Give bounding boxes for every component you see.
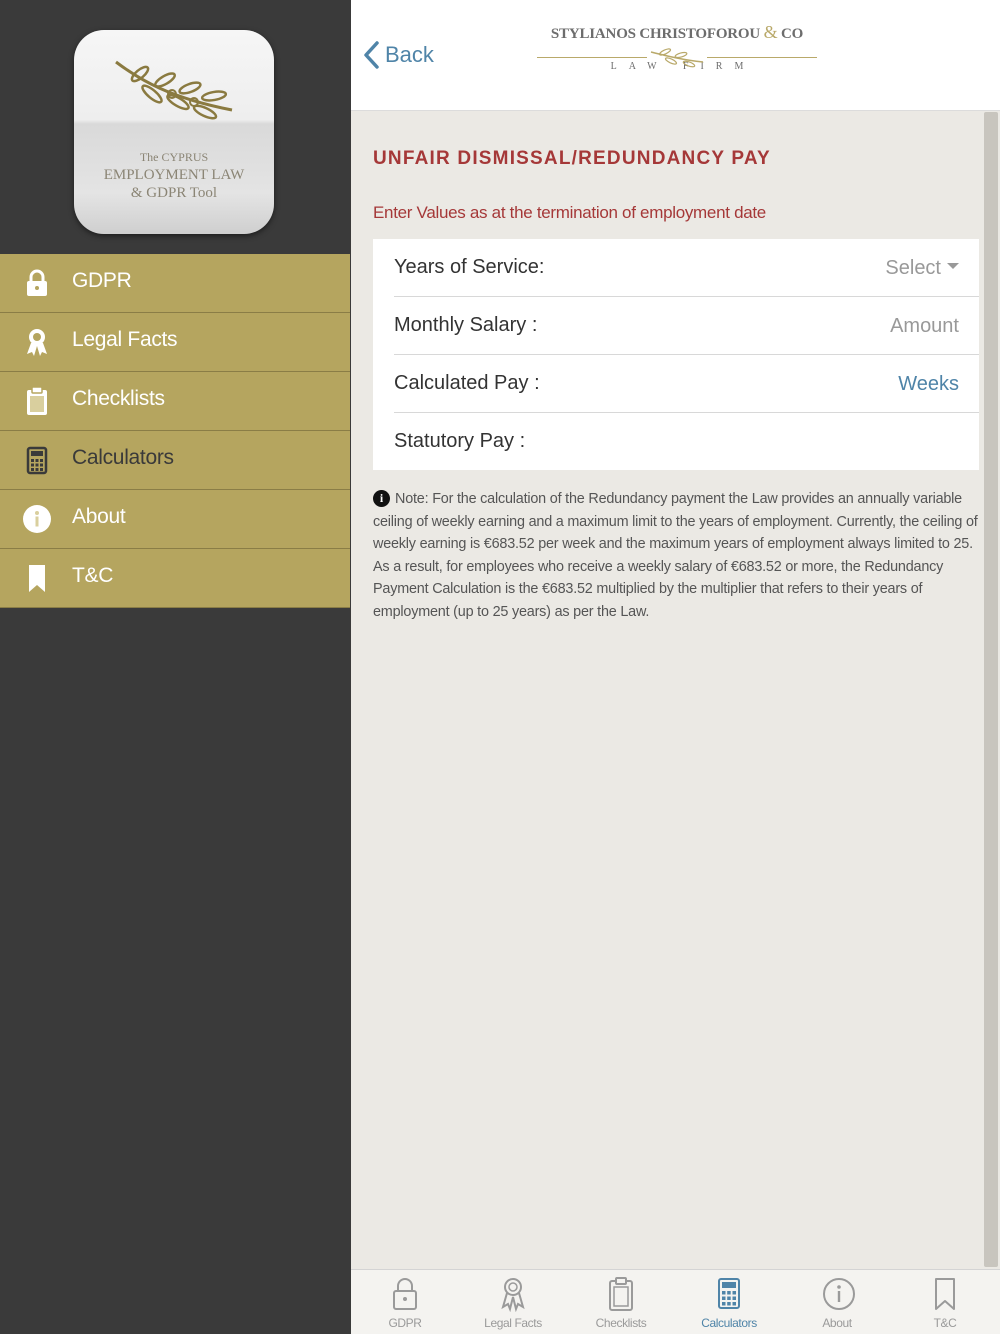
sidebar-item-label: Legal Facts (72, 328, 178, 351)
tab-label: Calculators (701, 1316, 757, 1330)
top-bar (351, 0, 1000, 111)
sidebar-item-tc[interactable] (0, 549, 350, 608)
sidebar-item-label: Checklists (72, 387, 165, 410)
clipboard-icon (606, 1276, 636, 1312)
app-logo (74, 30, 274, 234)
statutory-pay-label: Statutory Pay : (394, 430, 526, 452)
firm-logo (537, 22, 817, 72)
firm-subtitle: LAW FIRM (610, 61, 756, 72)
firm-name (537, 22, 817, 43)
back-label: Back (385, 42, 434, 67)
calculator-content (373, 140, 981, 624)
award-ribbon-icon (22, 327, 52, 357)
info-icon (22, 504, 52, 534)
page-subtitle: Enter Values as at the termination of employment date (373, 203, 766, 222)
years-of-service-row[interactable] (394, 239, 979, 297)
tab-gdpr[interactable] (351, 1270, 459, 1334)
award-ribbon-icon (498, 1276, 528, 1312)
firm-rule-right (707, 57, 817, 58)
lock-icon (22, 268, 52, 298)
tab-label: T&C (933, 1316, 957, 1330)
app-logo-line3: & GDPR Tool (130, 185, 218, 201)
tab-label: Checklists (595, 1316, 647, 1330)
sidebar-item-checklists[interactable] (0, 372, 350, 431)
app-logo-text (74, 148, 274, 202)
sidebar-item-label: T&C (72, 564, 114, 587)
sidebar-item-label: Calculators (72, 446, 174, 469)
years-of-service-select[interactable] (885, 257, 959, 280)
clipboard-icon (22, 386, 52, 416)
monthly-salary-input[interactable]: Amount (890, 315, 959, 337)
chevron-left-icon (363, 41, 379, 69)
bookmark-icon (930, 1276, 960, 1312)
tab-tc[interactable] (891, 1270, 999, 1334)
monthly-salary-row[interactable] (394, 297, 979, 355)
sidebar-item-label: GDPR (72, 269, 132, 292)
back-button[interactable] (363, 38, 434, 72)
sidebar-item-legal-facts[interactable] (0, 313, 350, 372)
years-of-service-label: Years of Service: (394, 256, 545, 278)
info-icon: i (373, 490, 390, 507)
lock-icon (390, 1276, 420, 1312)
calculated-pay-row (394, 355, 979, 413)
olive-branch-icon (647, 46, 707, 68)
page-title: UNFAIR DISMISSAL/REDUNDANCY PAY (373, 148, 771, 169)
firm-name-part-a: STYLIANOS CHRISTOFOROU (550, 26, 761, 42)
sidebar-item-gdpr[interactable] (0, 254, 350, 313)
sidebar-item-about[interactable] (0, 490, 350, 549)
app-logo-line2: EMPLOYMENT LAW (103, 167, 245, 183)
calculator-icon (22, 445, 52, 475)
calculated-pay-label: Calculated Pay : (394, 372, 540, 394)
caret-down-icon (947, 263, 959, 269)
main-panel (351, 0, 1000, 1334)
firm-rule-left (537, 57, 647, 58)
bottom-tab-bar (351, 1269, 1000, 1334)
monthly-salary-label: Monthly Salary : (394, 314, 538, 336)
note-text: Note: For the calculation of the Redundancy payment the Law provides an annually variable ceiling of weekly earning and a maximum limit to the years of employment. Currently, the ceiling of weekly earning is €683.52 per week and the maximum years of employment always limited to 25. As a result, for employees who receive a weekly salary of €683.52 or more, the Redundancy Payment Calculation is the €683.52 multiplied by the multiplier that refers to their years of employment (up to 25 years) as per the Law. (373, 491, 978, 620)
tab-legal-facts[interactable] (459, 1270, 567, 1334)
scrollbar[interactable] (984, 112, 998, 1267)
sidebar-item-label: About (72, 505, 126, 528)
firm-name-amp: & (763, 22, 778, 42)
calculator-form (373, 239, 979, 470)
info-icon (822, 1276, 856, 1312)
tab-checklists[interactable] (567, 1270, 675, 1334)
tab-label: GDPR (388, 1316, 422, 1330)
app-logo-line1: The CYPRUS (139, 150, 209, 164)
olive-branch-icon (110, 50, 238, 130)
tab-about[interactable] (783, 1270, 891, 1334)
tab-label: About (822, 1316, 852, 1330)
years-of-service-value: Select (885, 257, 941, 279)
tab-label: Legal Facts (484, 1316, 542, 1330)
note-text-block (373, 488, 981, 624)
sidebar-menu (0, 254, 350, 608)
calculated-pay-value[interactable]: Weeks (898, 373, 959, 395)
sidebar (0, 0, 350, 1334)
firm-name-part-b: CO (780, 26, 804, 42)
sidebar-item-calculators[interactable] (0, 431, 350, 490)
statutory-pay-row (394, 413, 979, 470)
tab-calculators[interactable] (675, 1270, 783, 1334)
bookmark-icon (22, 563, 52, 593)
calculator-icon (714, 1276, 744, 1312)
